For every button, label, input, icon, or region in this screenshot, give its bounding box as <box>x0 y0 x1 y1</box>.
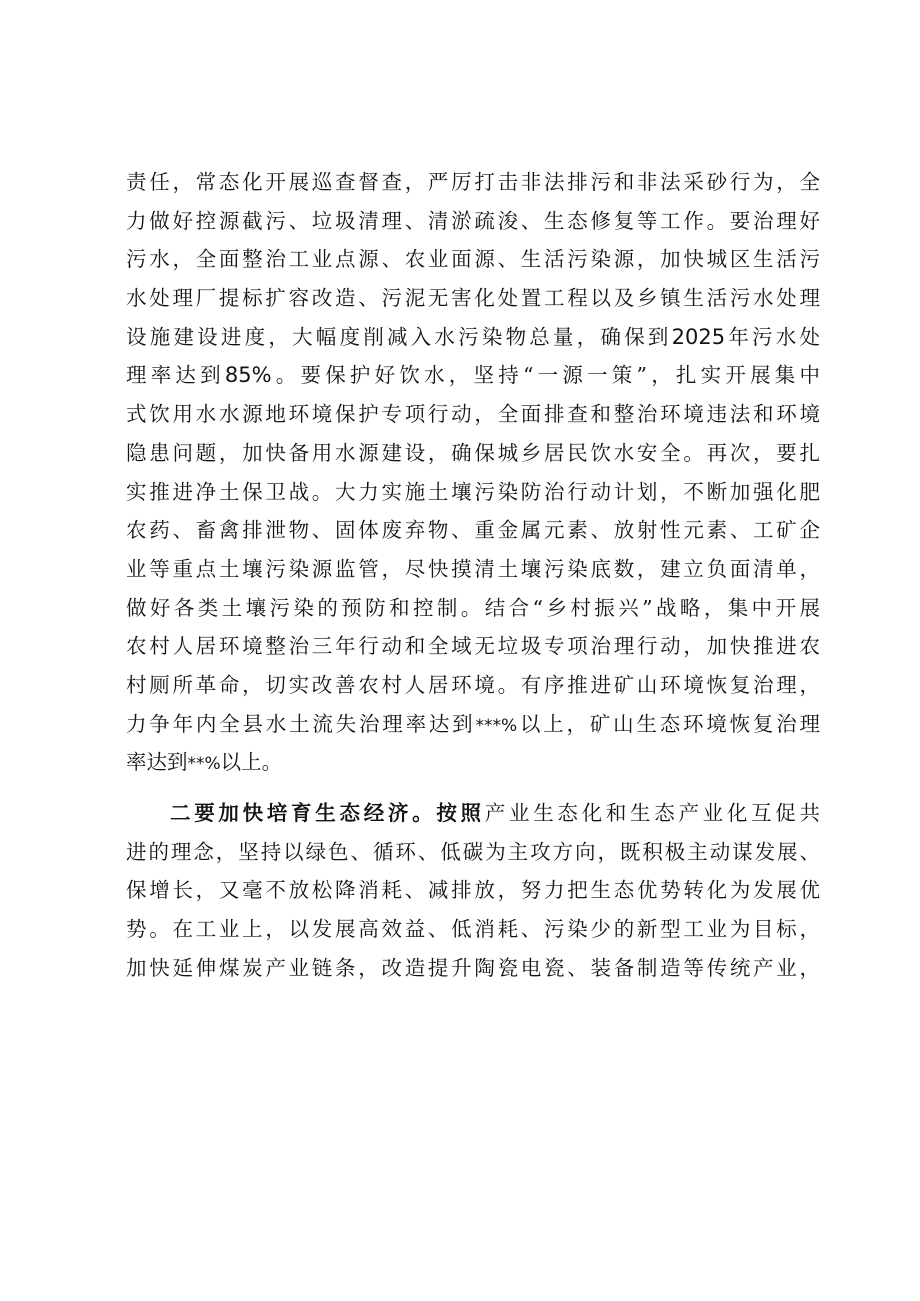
text-line: 业等重点土壤污染源监管，尽快摸清土壤污染底数，建立负面清单， <box>126 556 820 581</box>
text-segment: 产业生态化和生态产业化互促共 <box>484 801 821 825</box>
text-segment: 力争年内全县水土流失治理率达到 <box>126 711 476 736</box>
section-heading: 二要加快培育生态经济。 <box>170 801 437 825</box>
text-line: 力做好控源截污、垃圾清理、清淤疏浚、生态修复等工作。要治理好 <box>126 208 820 233</box>
masked-percent: ***% <box>475 715 518 736</box>
text-line: 势。在工业上，以发展高效益、低消耗、污染少的新型工业为目标， <box>126 917 820 942</box>
text-line: 责任，常态化开展巡查督查，严厉打击非法排污和非法采砂行为，全 <box>126 170 820 194</box>
text-line: 做好各类土壤污染的预防和控制。结合“乡村振兴”战略，集中开展 <box>126 595 820 620</box>
text-line: 农村人居环境整治三年行动和全域无垃圾专项治理行动，加快推进农 <box>126 634 820 659</box>
year-number: 2025 <box>671 324 726 349</box>
text-line: 实推进净土保卫战。大力实施土壤污染防治行动计划，不断加强化肥 <box>126 479 820 504</box>
text-line: 保增长，又毫不放松降消耗、减排放，努力把生态优势转化为发展优 <box>126 878 820 903</box>
text-line: 水处理厂提标扩容改造、污泥无害化处置工程以及乡镇生活污水处理 <box>126 286 820 311</box>
text-segment: 年污水处 <box>725 324 821 349</box>
text-line <box>126 794 820 833</box>
text-line: 污水，全面整治工业点源、农业面源、生活污染源，加快城区生活污 <box>126 247 820 272</box>
percent-number: 85% <box>224 363 272 388</box>
paragraph-ecological-economy <box>126 794 820 987</box>
text-line: 农药、畜禽排泄物、固体废弃物、重金属元素、放射性元素、工矿企 <box>126 518 820 543</box>
text-segment: 理率达到 <box>126 363 225 388</box>
text-segment: 。要保护好饮水，坚持“一源一策”，扎实开展集中 <box>271 363 820 388</box>
document-body <box>126 163 820 987</box>
text-line: 加快延伸煤炭产业链条，改造提升陶瓷电瓷、装备制造等传统产业， <box>126 955 820 980</box>
masked-percent: **% <box>187 754 221 775</box>
paragraph-ecology-protection <box>126 163 820 782</box>
text-line <box>126 318 820 357</box>
text-segment: 设施建设进度，大幅度削减入水污染物总量，确保到 <box>126 324 672 349</box>
text-line: 隐患问题，加快备用水源建设，确保城乡居民饮水安全。再次，要扎 <box>126 440 820 465</box>
text-segment: 以上。 <box>220 750 283 775</box>
text-line: 进的理念，坚持以绿色、循环、低碳为主攻方向，既积极主动谋发展、 <box>126 839 820 864</box>
paragraph-spacer <box>126 782 820 794</box>
text-segment: 率达到 <box>126 750 188 775</box>
text-line <box>126 705 820 744</box>
text-line: 村厕所革命，切实改善农村人居环境。有序推进矿山环境恢复治理， <box>126 672 820 697</box>
text-line <box>126 356 820 395</box>
text-line: 式饮用水水源地环境保护专项行动，全面排查和整治环境违法和环境 <box>126 402 820 427</box>
text-segment: 以上，矿山生态环境恢复治理 <box>517 711 821 736</box>
section-heading-tail: 按照 <box>436 801 485 825</box>
text-line <box>126 743 820 782</box>
